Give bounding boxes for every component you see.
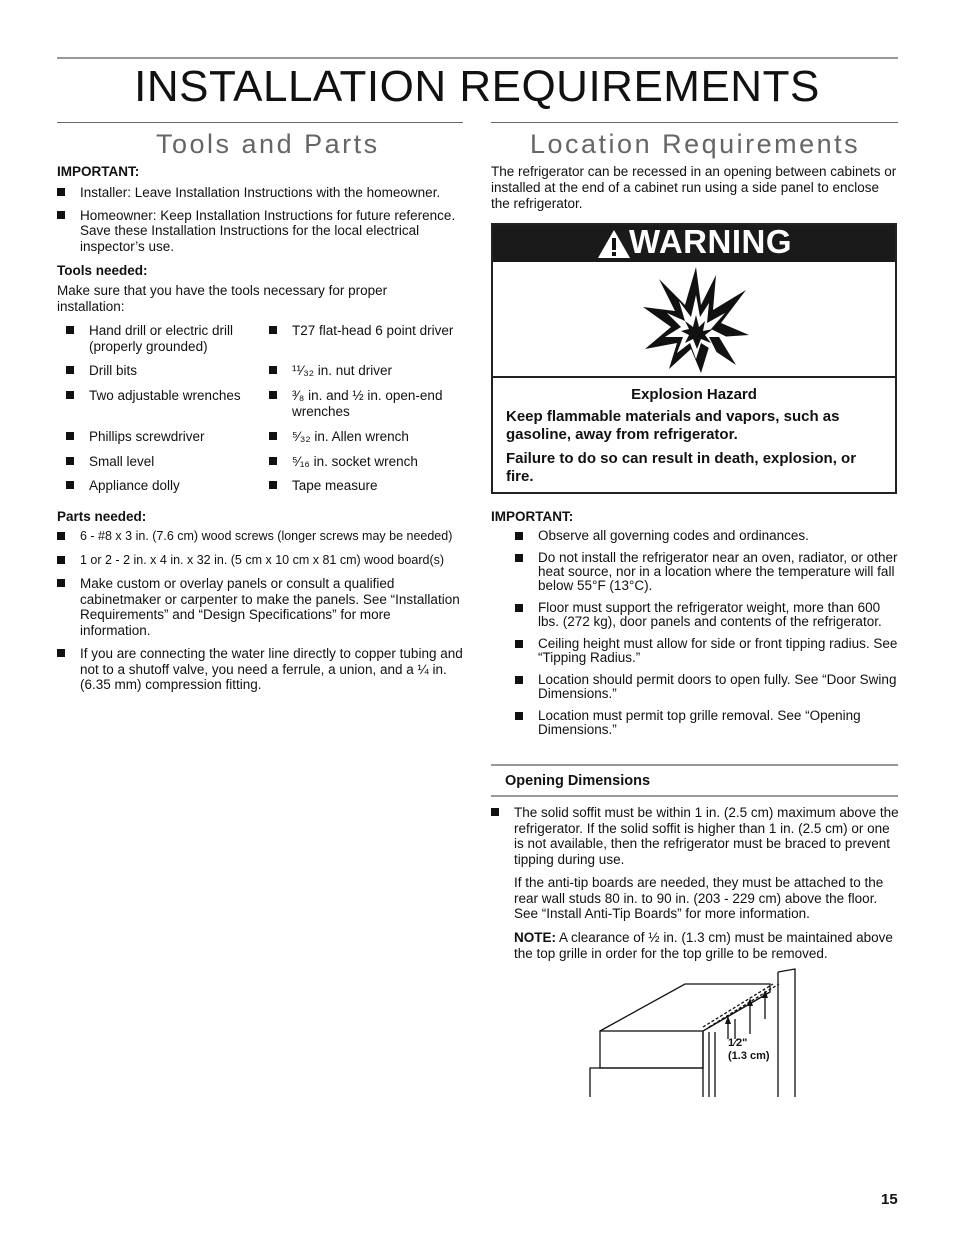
dimension-metric: (1.3 cm) bbox=[728, 1050, 770, 1062]
bullet-icon bbox=[515, 532, 523, 540]
tools-list-left bbox=[66, 323, 256, 494]
bullet-icon bbox=[66, 481, 74, 489]
list-item: Appliance dolly bbox=[66, 478, 256, 494]
bullet-icon bbox=[269, 457, 277, 465]
list-item: ³⁄₈ in. and ½ in. open-end wrenches bbox=[269, 388, 463, 429]
bullet-icon bbox=[269, 432, 277, 440]
list-item: Drill bits bbox=[66, 363, 256, 388]
opening-dimensions-heading: Opening Dimensions bbox=[505, 773, 651, 789]
list-item: ¹¹⁄₃₂ in. nut driver bbox=[269, 363, 463, 388]
list-item: Location must permit top grille removal. See “Opening Dimensions.” bbox=[515, 709, 900, 737]
list-item: Installer: Leave Installation Instructions with the homeowner. bbox=[57, 185, 463, 201]
list-item: Two adjustable wrenches bbox=[66, 388, 256, 429]
list-item: The solid soffit must be within 1 in. (2.5 cm) maximum above the refrigerator. If the solid soffit is higher than 1 in. (2.5 cm) or one is not available, then the refrigerator must be braced to prevent tipping during use. bbox=[491, 805, 900, 867]
bullet-icon bbox=[66, 432, 74, 440]
list-item: T27 flat-head 6 point driver bbox=[269, 323, 463, 363]
warning-box bbox=[491, 223, 897, 494]
hazard-title: Explosion Hazard bbox=[631, 386, 757, 403]
list-item: Small level bbox=[66, 454, 256, 478]
bullet-icon bbox=[57, 532, 65, 540]
location-intro: The refrigerator can be recessed in an opening between cabinets or installed at the end of a cabinet run using a side panel to enclose the refrigerator. bbox=[491, 164, 897, 211]
bullet-icon bbox=[515, 640, 523, 648]
location-important-list bbox=[515, 529, 900, 737]
bullet-icon bbox=[515, 712, 523, 720]
bullet-icon bbox=[66, 366, 74, 374]
list-item: Ceiling height must allow for side or front tipping radius. See “Tipping Radius.” bbox=[515, 637, 900, 665]
bullet-icon bbox=[269, 366, 277, 374]
bullet-icon bbox=[66, 457, 74, 465]
bullet-icon bbox=[269, 326, 277, 334]
parts-list bbox=[57, 529, 463, 693]
parts-needed-label: Parts needed: bbox=[57, 509, 147, 524]
list-item: Phillips screwdriver bbox=[66, 429, 256, 454]
tools-heading-rule bbox=[57, 122, 463, 123]
bullet-icon bbox=[57, 579, 65, 587]
bullet-icon bbox=[515, 604, 523, 612]
list-item: Location should permit doors to open fully. See “Door Swing Dimensions.” bbox=[515, 673, 900, 701]
list-item: Tape measure bbox=[269, 478, 463, 494]
bullet-icon bbox=[66, 326, 74, 334]
page-number: 15 bbox=[881, 1191, 898, 1208]
bullet-icon bbox=[269, 481, 277, 489]
opening-list bbox=[491, 805, 900, 867]
location-heading-rule bbox=[491, 122, 898, 123]
bullet-icon bbox=[491, 808, 499, 816]
location-requirements-heading: Location Requirements bbox=[530, 129, 861, 159]
tools-intro: Make sure that you have the tools necessary for proper installation: bbox=[57, 283, 388, 314]
explosion-icon bbox=[641, 265, 751, 375]
tools-list-right bbox=[269, 323, 463, 494]
warning-line-2: Failure to do so can result in death, explosion, or fire. bbox=[506, 450, 857, 485]
bullet-icon bbox=[515, 676, 523, 684]
list-item: If you are connecting the water line directly to copper tubing and not to a shutoff valve, you need a ferrule, a union, and a ¼ in. (6.35 mm) compression fitting. bbox=[57, 646, 463, 693]
warning-divider bbox=[493, 376, 895, 378]
bullet-icon bbox=[515, 554, 523, 562]
grille-clearance-diagram bbox=[585, 964, 815, 1099]
list-item: Homeowner: Keep Installation Instructions for future reference. Save these Installation Instructions for the local electrical inspector’s use. bbox=[57, 208, 463, 255]
list-item: Make custom or overlay panels or consult a qualified cabinetmaker or carpenter to make the panels. See “Installation Requirements” and “Design Specifications” for more information. bbox=[57, 576, 463, 638]
list-item: Do not install the refrigerator near an oven, radiator, or other heat source, nor in a location where the temperature will fall below 55°F (13°C). bbox=[515, 551, 900, 593]
bullet-icon bbox=[66, 391, 74, 399]
bullet-icon bbox=[57, 188, 65, 196]
anti-tip-paragraph: If the anti-tip boards are needed, they must be attached to the rear wall studs 80 in. to 90 in. (203 - 229 cm) above the floor. See “Install Anti-Tip Boards” for more information. bbox=[514, 875, 884, 921]
alert-triangle-icon bbox=[597, 229, 631, 259]
note-label: NOTE: bbox=[514, 930, 556, 945]
list-item: ⁵⁄₃₂ in. Allen wrench bbox=[269, 429, 463, 454]
tools-and-parts-heading: Tools and Parts bbox=[156, 129, 380, 159]
note-paragraph bbox=[514, 930, 898, 961]
tools-needed-label: Tools needed: bbox=[57, 263, 148, 278]
opening-dimensions-header bbox=[491, 764, 898, 797]
bullet-icon bbox=[269, 391, 277, 399]
list-item: 6 - #8 x 3 in. (7.6 cm) wood screws (longer screws may be needed) bbox=[57, 529, 463, 545]
important-label: IMPORTANT: bbox=[57, 164, 140, 179]
location-important-label: IMPORTANT: bbox=[491, 509, 574, 524]
top-rule bbox=[57, 57, 898, 59]
list-item: ⁵⁄₁₆ in. socket wrench bbox=[269, 454, 463, 478]
list-item: Hand drill or electric drill (properly grounded) bbox=[66, 323, 256, 363]
bullet-icon bbox=[57, 556, 65, 564]
bullet-icon bbox=[57, 649, 65, 657]
page-title: INSTALLATION REQUIREMENTS bbox=[134, 62, 820, 111]
warning-word: WARNING bbox=[629, 223, 792, 260]
warning-header bbox=[493, 225, 895, 262]
important-list bbox=[57, 185, 463, 254]
dimension-fraction: 1⁄2" bbox=[728, 1037, 748, 1049]
list-item: 1 or 2 - 2 in. x 4 in. x 32 in. (5 cm x 10 cm x 81 cm) wood board(s) bbox=[57, 553, 463, 569]
note-text: A clearance of ½ in. (1.3 cm) must be maintained above the top grille in order for the top grille to be removed. bbox=[514, 930, 893, 961]
bullet-icon bbox=[57, 211, 65, 219]
warning-line-1: Keep flammable materials and vapors, such as gasoline, away from refrigerator. bbox=[506, 408, 840, 443]
list-item: Floor must support the refrigerator weight, more than 600 lbs. (272 kg), door panels and contents of the refrigerator. bbox=[515, 601, 900, 629]
list-item: Observe all governing codes and ordinances. bbox=[515, 529, 900, 543]
